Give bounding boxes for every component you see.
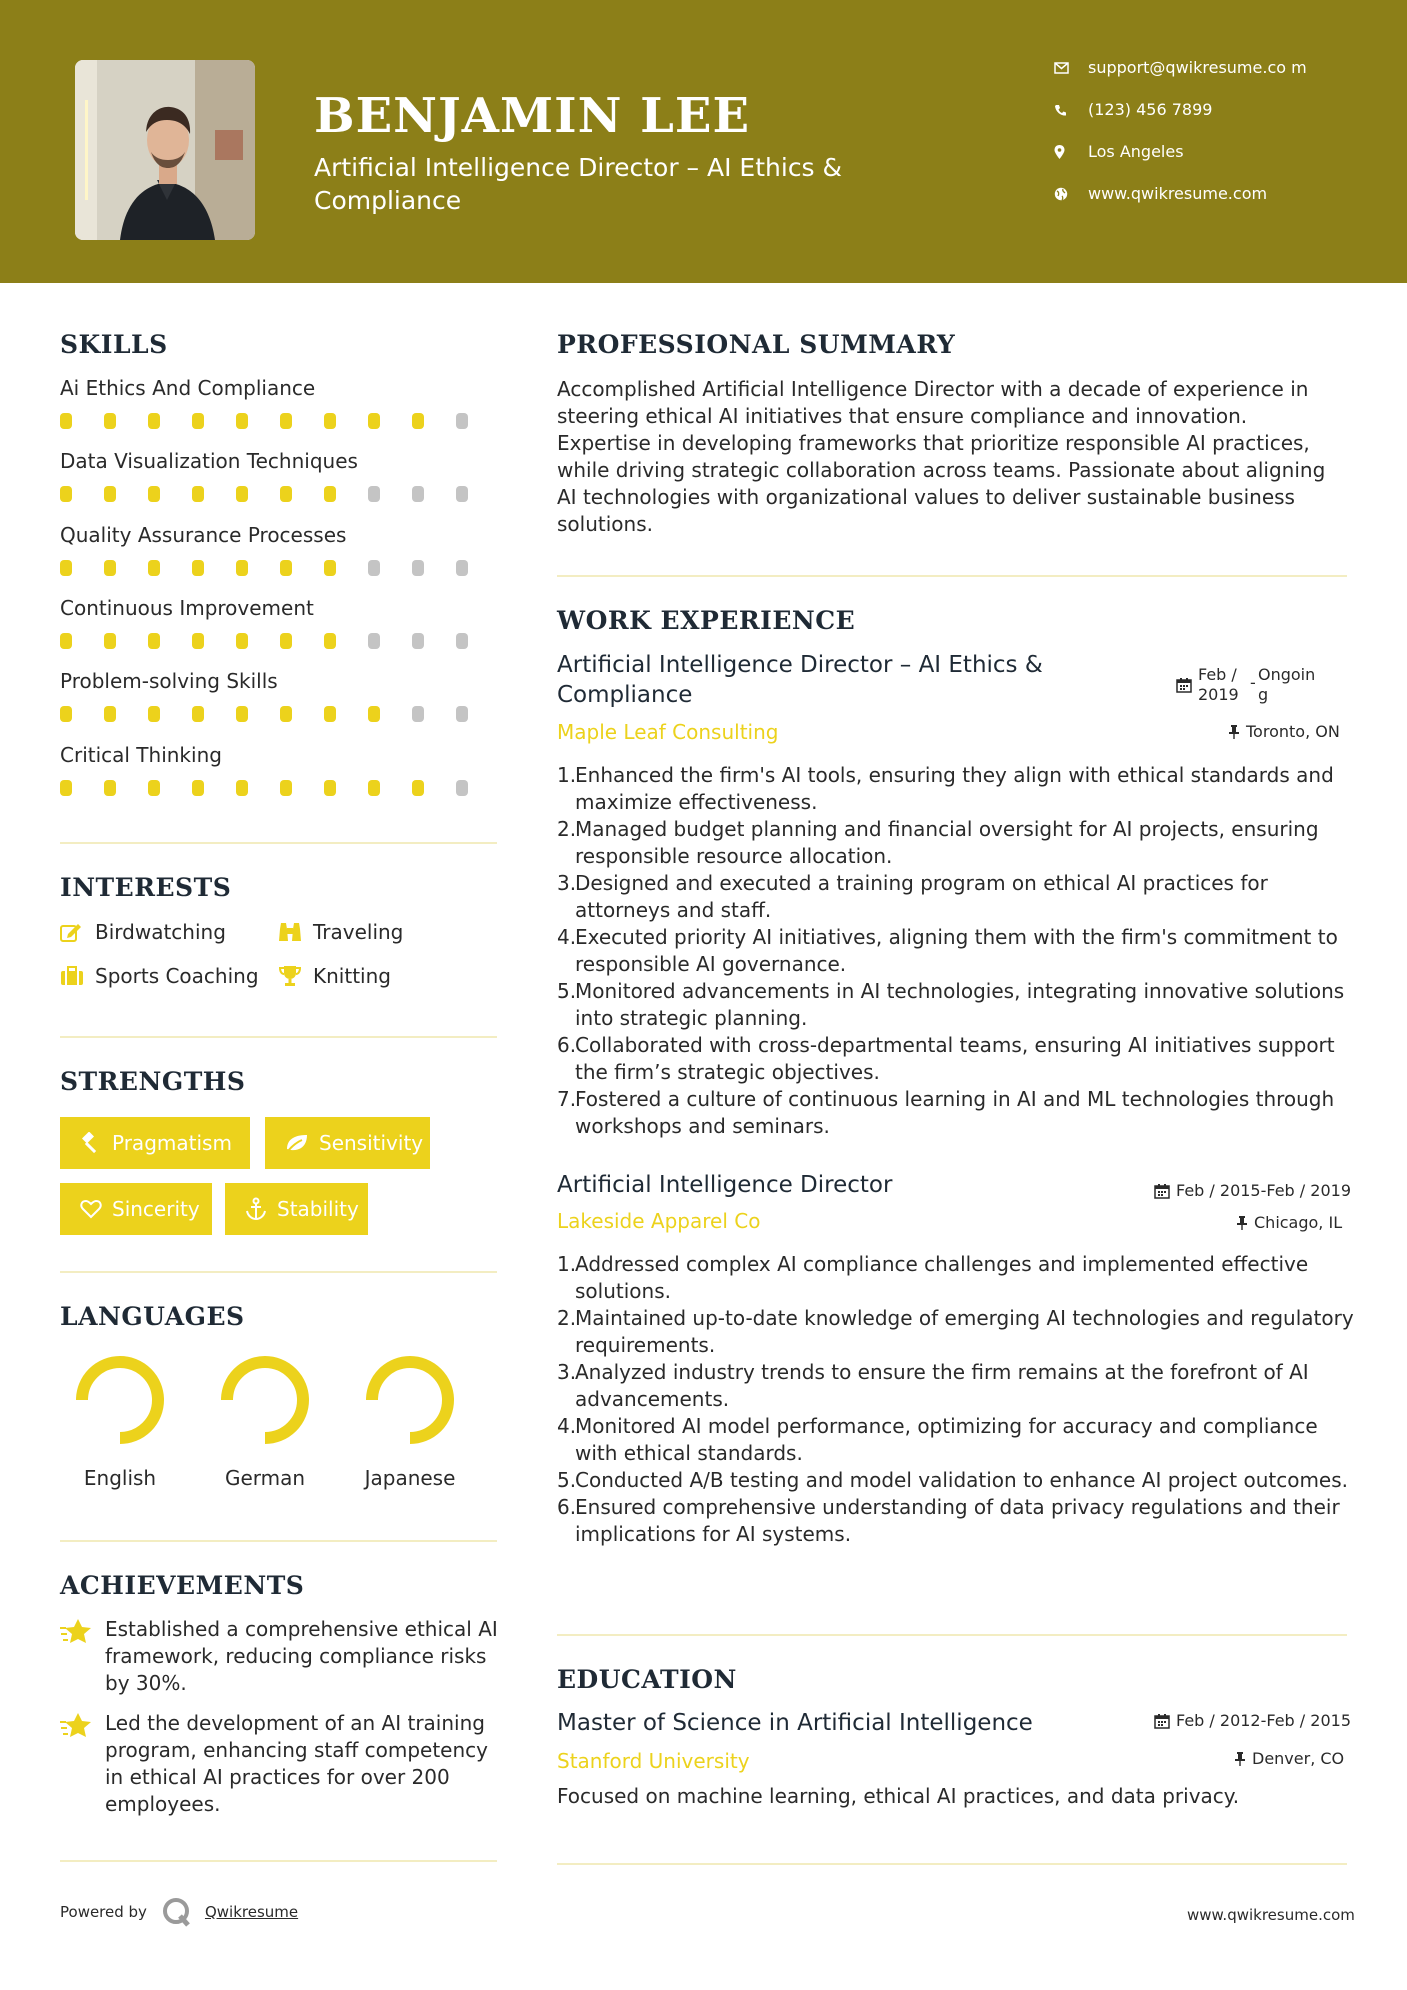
section-divider xyxy=(60,1860,497,1862)
pencil-square-icon xyxy=(60,922,95,942)
calendar-icon xyxy=(1154,1713,1170,1729)
list-item: 1. Addressed complex AI compliance challenges and implemented effective solutions. xyxy=(557,1252,1309,1303)
rating-dot-filled xyxy=(324,486,336,502)
section-divider xyxy=(60,1540,497,1542)
section-divider xyxy=(557,1634,1347,1636)
briefcase-icon xyxy=(60,966,95,986)
job-date: Feb / 2015-Feb / 2019 xyxy=(1154,1181,1351,1200)
achievements-heading: ACHIEVEMENTS xyxy=(60,1571,305,1600)
education-heading: EDUCATION xyxy=(557,1665,737,1694)
rating-dot-filled xyxy=(60,413,72,429)
rating-dot-filled xyxy=(280,560,292,576)
rating-dot-empty xyxy=(412,633,424,649)
binoculars-icon xyxy=(278,921,313,943)
pin-icon xyxy=(1236,1215,1248,1231)
candidate-headline: Artificial Intelligence Director – AI Ethics & Compliance xyxy=(314,153,843,215)
summary-text: Accomplished Artificial Intelligence Director with a decade of experience in steering ethical AI initiatives that ensure compliance and innovation. Expertise in developing frameworks that prioritize responsible AI practices, while driving strategic collaboration across teams. Passionate about aligning AI technologies with organizational values to deliver sustainable business solutions. xyxy=(557,377,1326,536)
rating-dot-filled xyxy=(148,706,160,722)
rating-dot-filled xyxy=(104,706,116,722)
skill-rating xyxy=(60,486,500,502)
rating-dot-filled xyxy=(148,486,160,502)
star-icon xyxy=(60,1710,105,1818)
contact-email[interactable]: support@qwikresume.co m xyxy=(1050,58,1310,100)
rating-dot-filled xyxy=(60,780,72,796)
candidate-name: BENJAMIN LEE xyxy=(314,88,751,144)
education-location: Denver, CO xyxy=(1234,1749,1344,1768)
job-location: Toronto, ON xyxy=(1228,722,1340,741)
section-divider xyxy=(60,1036,497,1038)
rating-dot-empty xyxy=(368,633,380,649)
trophy-icon xyxy=(278,965,313,987)
rating-dot-filled xyxy=(236,486,248,502)
leaf-icon xyxy=(285,1133,309,1153)
contact-info xyxy=(1050,58,1310,226)
pin-icon xyxy=(1228,724,1240,740)
language-label: Japanese xyxy=(364,1466,456,1490)
resume-header xyxy=(0,0,1407,283)
rating-dot-empty xyxy=(456,706,468,722)
education-description: Focused on machine learning, ethical AI practices, and data privacy. xyxy=(557,1784,1240,1808)
star-icon xyxy=(60,1616,105,1697)
section-divider xyxy=(60,842,497,844)
rating-dot-filled xyxy=(236,706,248,722)
rating-dot-filled xyxy=(236,413,248,429)
footer-powered-by: Powered by Qwikresume xyxy=(60,1896,298,1928)
skill-name: Ai Ethics And Compliance xyxy=(60,376,316,400)
rating-dot-filled xyxy=(280,633,292,649)
footer-site-link[interactable]: www.qwikresume.com xyxy=(1187,1906,1355,1924)
skill-item xyxy=(60,376,500,429)
school-name: Stanford University xyxy=(557,1749,750,1773)
achievement-item: Established a comprehensive ethical AI framework, reducing compliance risks by 30%. xyxy=(60,1616,500,1697)
rating-dot-filled xyxy=(368,706,380,722)
language-item xyxy=(345,1350,475,1490)
list-item: 6. Collaborated with cross-departmental teams, ensuring AI initiatives support the firm’s strategic objectives. xyxy=(557,1033,1335,1084)
rating-dot-filled xyxy=(104,633,116,649)
company-name: Maple Leaf Consulting xyxy=(557,720,779,744)
rating-dot-empty xyxy=(456,560,468,576)
languages-heading: LANGUAGES xyxy=(60,1302,245,1331)
list-item: 5. Monitored advancements in AI technologies, integrating innovative solutions into strategic planning. xyxy=(557,979,1345,1030)
skills-heading: SKILLS xyxy=(60,330,168,359)
rating-dot-filled xyxy=(368,413,380,429)
rating-dot-filled xyxy=(280,413,292,429)
qwikresume-logo-icon xyxy=(161,1896,193,1928)
list-item: 5. Conducted A/B testing and model validation to enhance AI project outcomes. xyxy=(557,1468,1349,1492)
interest-item: Traveling xyxy=(278,920,403,944)
map-pin-icon xyxy=(1050,142,1088,162)
job-title: Artificial Intelligence Director xyxy=(557,1172,893,1198)
rating-dot-filled xyxy=(104,486,116,502)
list-item: 1. Enhanced the firm's AI tools, ensuring they align with ethical standards and maximize effectiveness. xyxy=(557,763,1334,814)
rating-dot-filled xyxy=(60,706,72,722)
rating-dot-filled xyxy=(148,633,160,649)
globe-icon xyxy=(1050,184,1088,204)
rating-dot-empty xyxy=(412,560,424,576)
language-gauge xyxy=(70,1350,170,1450)
rating-dot-filled xyxy=(192,560,204,576)
rating-dot-filled xyxy=(192,780,204,796)
rating-dot-filled xyxy=(280,780,292,796)
skill-item xyxy=(60,449,500,502)
gavel-icon xyxy=(80,1132,102,1154)
rating-dot-empty xyxy=(456,633,468,649)
rating-dot-filled xyxy=(236,560,248,576)
interest-item: Sports Coaching xyxy=(60,964,259,988)
profile-photo xyxy=(75,60,255,240)
skill-item xyxy=(60,596,500,649)
rating-dot-empty xyxy=(456,780,468,796)
strength-tag: Sincerity xyxy=(60,1183,212,1235)
interest-item: Knitting xyxy=(278,964,391,988)
rating-dot-filled xyxy=(324,780,336,796)
list-item: 3. Analyzed industry trends to ensure the firm remains at the forefront of AI advancements. xyxy=(557,1360,1309,1411)
list-item: 4. Executed priority AI initiatives, aligning them with the firm's commitment to responsible AI governance. xyxy=(557,925,1338,976)
rating-dot-filled xyxy=(412,780,424,796)
achievement-item: Led the development of an AI training program, enhancing staff competency in ethical AI practices for over 200 employees. xyxy=(60,1710,500,1818)
rating-dot-filled xyxy=(324,633,336,649)
language-arc xyxy=(227,1362,303,1438)
list-item: 6. Ensured comprehensive understanding of data privacy regulations and their implications for AI systems. xyxy=(557,1495,1340,1546)
rating-dot-filled xyxy=(60,486,72,502)
education-date: Feb / 2012-Feb / 2015 xyxy=(1154,1711,1351,1730)
skill-rating xyxy=(60,780,500,796)
job-responsibilities xyxy=(557,762,1357,1140)
job-location: Chicago, IL xyxy=(1236,1213,1342,1232)
rating-dot-filled xyxy=(236,780,248,796)
qwikresume-link[interactable]: Qwikresume xyxy=(204,1903,299,1921)
job-responsibilities xyxy=(557,1251,1357,1548)
contact-website[interactable]: www.qwikresume.com xyxy=(1050,184,1310,226)
rating-dot-filled xyxy=(192,486,204,502)
skill-rating xyxy=(60,413,500,429)
mail-icon xyxy=(1050,58,1088,78)
skill-rating xyxy=(60,706,500,722)
degree-title: Master of Science in Artificial Intelligence xyxy=(557,1710,1033,1736)
rating-dot-filled xyxy=(412,413,424,429)
list-item: 2. Managed budget planning and financial oversight for AI projects, ensuring responsible resource allocation. xyxy=(557,817,1319,868)
rating-dot-filled xyxy=(192,633,204,649)
skill-name: Quality Assurance Processes xyxy=(60,523,347,547)
section-divider xyxy=(60,1271,497,1273)
anchor-icon xyxy=(245,1197,267,1221)
pin-icon xyxy=(1234,1751,1246,1767)
rating-dot-filled xyxy=(148,560,160,576)
experience-heading: WORK EXPERIENCE xyxy=(557,606,856,635)
rating-dot-filled xyxy=(324,560,336,576)
section-divider xyxy=(557,1863,1347,1865)
language-arc xyxy=(372,1362,448,1438)
skill-item xyxy=(60,743,500,796)
skill-rating xyxy=(60,560,500,576)
rating-dot-filled xyxy=(324,413,336,429)
strength-tag: Stability xyxy=(225,1183,368,1235)
list-item: 3. Designed and executed a training program on ethical AI practices for attorneys and staff. xyxy=(557,871,1268,922)
language-label: German xyxy=(224,1466,306,1490)
rating-dot-empty xyxy=(456,486,468,502)
contact-location: Los Angeles xyxy=(1050,142,1310,184)
rating-dot-filled xyxy=(236,633,248,649)
section-divider xyxy=(557,575,1347,577)
language-item xyxy=(200,1350,330,1490)
rating-dot-filled xyxy=(60,633,72,649)
rating-dot-filled xyxy=(192,413,204,429)
list-item: 2. Maintained up-to-date knowledge of emerging AI technologies and regulatory requirements. xyxy=(557,1306,1354,1357)
language-gauge xyxy=(360,1350,460,1450)
rating-dot-filled xyxy=(280,706,292,722)
language-arc xyxy=(82,1362,158,1438)
interest-item: Birdwatching xyxy=(60,920,226,944)
rating-dot-filled xyxy=(192,706,204,722)
list-item: 7. Fostered a culture of continuous learning in AI and ML technologies through workshops and seminars. xyxy=(557,1087,1335,1138)
skill-name: Critical Thinking xyxy=(60,743,222,767)
rating-dot-filled xyxy=(280,486,292,502)
rating-dot-filled xyxy=(324,706,336,722)
interests-heading: INTERESTS xyxy=(60,873,232,902)
skill-item xyxy=(60,669,500,722)
strength-tag: Pragmatism xyxy=(60,1117,250,1169)
rating-dot-filled xyxy=(148,413,160,429)
skill-name: Continuous Improvement xyxy=(60,596,314,620)
skill-rating xyxy=(60,633,500,649)
rating-dot-filled xyxy=(104,780,116,796)
strength-tag: Sensitivity xyxy=(265,1117,430,1169)
job-title: Artificial Intelligence Director – AI Ethics & Compliance xyxy=(557,652,1043,708)
calendar-icon xyxy=(1154,1183,1170,1199)
rating-dot-filled xyxy=(148,780,160,796)
rating-dot-empty xyxy=(412,486,424,502)
rating-dot-empty xyxy=(368,560,380,576)
calendar-icon xyxy=(1176,677,1192,693)
phone-icon xyxy=(1050,100,1088,120)
rating-dot-empty xyxy=(368,486,380,502)
skill-name: Data Visualization Techniques xyxy=(60,449,358,473)
rating-dot-filled xyxy=(104,413,116,429)
rating-dot-filled xyxy=(104,560,116,576)
contact-phone[interactable]: (123) 456 7899 xyxy=(1050,100,1310,142)
language-label: English xyxy=(83,1466,157,1490)
rating-dot-empty xyxy=(412,706,424,722)
skill-item xyxy=(60,523,500,576)
company-name: Lakeside Apparel Co xyxy=(557,1209,761,1233)
language-item xyxy=(55,1350,185,1490)
language-gauge xyxy=(215,1350,315,1450)
skill-name: Problem-solving Skills xyxy=(60,669,278,693)
rating-dot-empty xyxy=(456,413,468,429)
heart-icon xyxy=(80,1199,102,1219)
rating-dot-filled xyxy=(60,560,72,576)
job-date: Feb / 2019 - Ongoin g xyxy=(1176,665,1328,705)
strengths-heading: STRENGTHS xyxy=(60,1067,246,1096)
summary-heading: PROFESSIONAL SUMMARY xyxy=(557,330,956,359)
rating-dot-filled xyxy=(368,780,380,796)
list-item: 4. Monitored AI model performance, optimizing for accuracy and compliance with ethical standards. xyxy=(557,1414,1318,1465)
